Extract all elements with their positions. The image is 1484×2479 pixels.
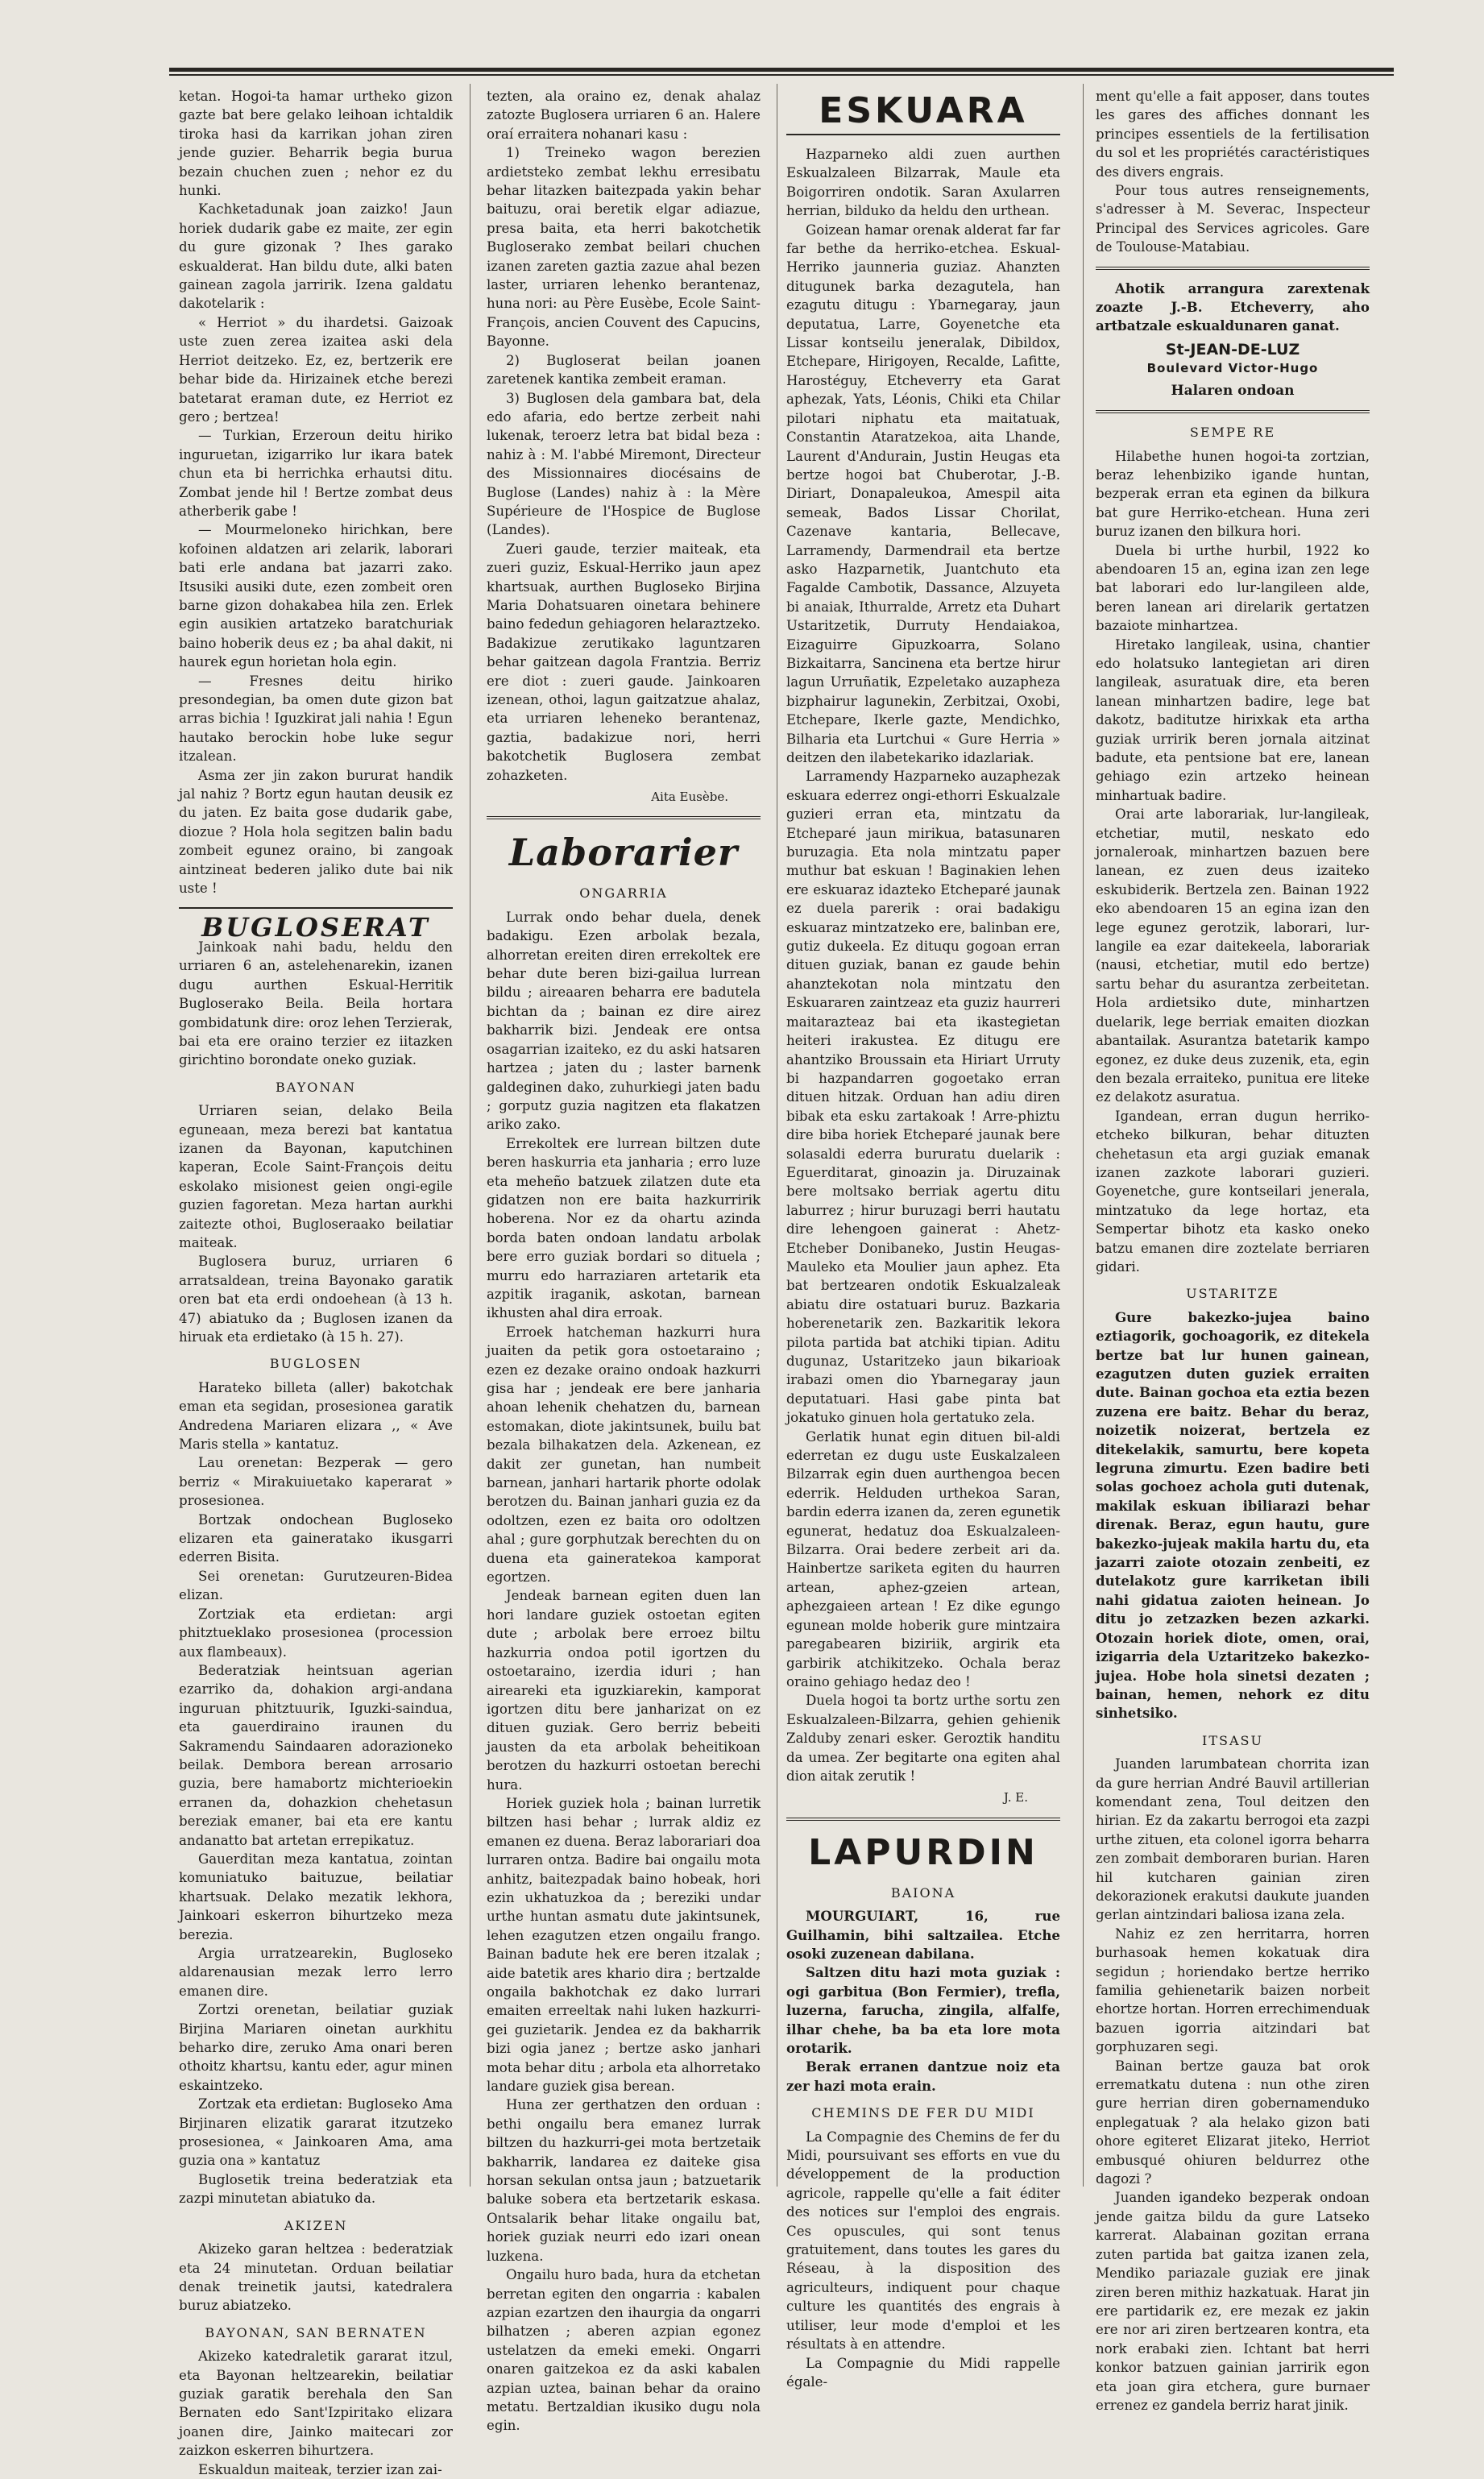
paragraph: Buglosetik treina bederatziak eta zazpi minutetan abiatuko da.	[179, 2171, 453, 2207]
paragraph: Asma zer jin zakon bururat handik jal nahiz ? Bortz egun hautan deusik ez du jaten. Ez baita gose dudarik gabe, diozue ? Hola hola segitzen balin badu zombeit egunez oraino, bi zangoak aintzineat bederen jaliko dute bai nik uste !	[179, 767, 453, 897]
paragraph: 1) Treineko wagon berezien ardietsteko zembat lekhu erresibatu behar litazken baitezpada yakin behar baituzu, orai beretik elgar adiazue, presa baita, eta herri bakotchetik Bugloserako zembat beilari chuchen izanen zareten gaztia zazue ahal bezen laster, urriaren lehenko berantenaz, huna nori: au Père Eusèbe, Ecole Saint-François, ancien Couvent des Capucins, Bayonne.	[487, 145, 761, 350]
paragraph: 3) Buglosen dela gambara bat, dela edo afaria, edo bertze zerbeit nahi lukenak, teroerz letra bat bidal beza : nahiz à : M. l'abbé Miremont, Directeur des Missionnaires diocésains de Buglose (Landes) nahiz à : la Mère Supérieure de l'Hospice de Buglose (Landes).	[487, 390, 761, 538]
subhead-ustaritze: USTARITZE	[1186, 1286, 1279, 1302]
paragraph: — Fresnes deitu hiriko presondegian, ba omen dute gizon bat arras bichia ! Iguzkirat jali nahia ! Egun hautako berockin hobe luke segur itzalean.	[179, 673, 453, 765]
subhead-akizen: AKIZEN	[284, 2217, 348, 2233]
paragraph: Duela bi urthe hurbil, 1922 ko abendoaren 15 an, egina izan zen lege bat laborari edo lur-langileen alde, beren lanean ari direlarik gertatzen bazaiote minhartzea.	[1096, 542, 1370, 634]
paragraph: Juanden igandeko bezperak ondoan jende gaitza bildu da gure Latseko karrerat. Alabainan gozitan errana zuten partida bat gaitza izanen zela, Mendiko pariazale guziak ere jinak ziren beren mithiz hazkatuak. Harat jin ere partidarik ez, ere mezak ez jakin ere nor ari ziren bertzearen kontra, eta nork erabaki zien. Ichtant bat herri konkor batzuen gainian jarririk egon eta joan gira etchera, gure burnaer errenez ez gandela berriz harat jinik.	[1096, 2190, 1370, 2413]
paragraph: Gerlatik hunat egin dituen bil-aldi ederretan ez dugu uste Euskalzaleen Bilzarrak egin duen aurthengoa becen ederrik. Helduden urthekoa Saran, bardin ederra izanen da, zeren egunetik egunerat, hedatuz doa Eskualzaleen-Bilzarra. Orai bedere zerbeit ari da. Hainbertze sariketa egiten du haurren artean, aphez-gzeien artean, aphezgaieen artean ! Ez dike egungo egunean molde hoberik gure mintzaira paregabearen biziriik, argirik eta garbirik atchikitzeko. Ochala beraz oraino gehiago hedaz deo !	[786, 1428, 1060, 1689]
paragraph: « Herriot » du ihardetsi. Gaizoak uste zuen zerea izaitea aski dela Herriot deitzeko. Ez, ez, bertzerik ere behar bide da. Hirizainek etche berezi batetarat eraman dute, ez Herriot ez gero ; bertzea!	[179, 314, 453, 425]
headline-lapurdin: LAPURDIN	[808, 1831, 1038, 1873]
subhead-buglosen: BUGLOSEN	[269, 1356, 363, 1372]
subhead-bayonan: BAYONAN	[276, 1079, 356, 1095]
paragraph: Gauerditan meza kantatua, zointan komuniatuko baituzue, beilatiar khartsuak. Delako mezatik lekhora, Jainkoari eskerron bihurtzeko meza berezia.	[179, 1851, 453, 1942]
paragraph: — Mourmeloneko hirichkan, bere kofoinen aldatzen ari zelarik, laborari bati erle andana bat jazarri zako. Itsusiki ausiki dute, ezen zombeit oren barne gizon dohakabea hila zen. Erlek egin ausikien artatzeko baratchuriak baino hoberik deus ez ; ba ahal dakit, ni haurek egun horietan hola egin.	[179, 522, 453, 670]
paragraph: Huna zer gerthatzen den orduan : bethi ongailu bera emanez lurrak biltzen du hazkurri-gei mota bertzetaik bakharrik, landarea ez daiteke gisa horsan sekulan ontsa jaun ; batzuetarik baluke sobera eta bertzetarik eskasa. Ontsalarik behar litake ongailu bat, horiek guziak neurri edo izari onean luzkena.	[487, 2097, 761, 2264]
advert-town: St-JEAN-DE-LUZ	[1165, 340, 1300, 359]
paragraph: Bortzak ondochean Bugloseko elizaren eta gaineratako ikusgarri ederren Bisita.	[179, 1511, 453, 1565]
paragraph: La Compagnie des Chemins de fer du Midi, poursuivant ses efforts en vue du développement de la production agricole, rappelle qu'elle a fait éditer des notices sur l'emploi des engrais. Ces opuscules, qui sont tenus gratuitement, dans toutes les gares du Réseau, à la disposition des agriculteurs, indiquent pour chaque culture les quantités des engrais à utiliser, leur mode d'emploi et les résultats à en attendre.	[786, 2129, 1060, 2353]
paragraph: Bainan bertze gauza bat orok errematkatu dutena : nun othe ziren gure herrian diren gobernamenduko enplegatuak ? ala helako gizon bati ohore egiteret Elizarat jiteko, Herriot embusqué ohiuren beldurrez othe dagozi ?	[1096, 2058, 1370, 2187]
paragraph: Akizeko garan heltzea : bederatziak eta 24 minutetan. Orduan beilatiar denak treinetik jautsi, katedralera buruz abiatzeko.	[179, 2241, 453, 2314]
paragraph: — Turkian, Erzeroun deitu hiriko inguruetan, izigarriko lur ikara batek chun eta bi herrichka erhautsi ditu. Zombat jende hil ! Bertze zombat deus atherberik gabe !	[179, 428, 453, 519]
paragraph: Bederatziak heintsuan agerian ezarriko da, dohakion argi-andana inguruan phitztuurik, Iguzki-saindua, eta gauerdiraino iraunen du Sakramendu Saindaaren adorazioneko beilak. Dembora berean arrosario guzia, bere hamabortz michterioekin erranen da, dohazkion chehetasun bereziak emaner, bai eta ere kantu andanatto bat artetan errepikatuz.	[179, 1662, 453, 1848]
paragraph: Buglosera buruz, urriaren 6 arratsaldean, treina Bayonako garatik oren bat eta erdi ondoehean (à 13 h. 47) abiatuko da ; Buglosen izanen da hiruak eta erdietako (à 15 h. 27).	[179, 1254, 453, 1345]
paragraph: Argia urratzearekin, Bugloseko aldarenausian mezak lerro lerro emanen dire.	[179, 1946, 453, 1999]
advert-street: Boulevard Victor-Hugo	[1146, 361, 1319, 376]
paragraph: Erroek hatcheman hazkurri hura juaiten da petik gora ostoetaraino ; ezen ez dezake oraino ondoak hazkurri gisa har ; jendeak ere bere janharia ahoan lehenik chehatzen du, barnean estomakan, diote jakintsunek, builu bat bezala bilhakatzen dela. Azkenean, ez dakit zer gunetan, han numbeit barnean, janhari hartarik phorte odolak berotzen du. Bainan janhari guzia ez da odoltzen, ezen ez baita oro odoltzen ahal ; gure gorphutzak berechten du on duena eta gaineratekoa kamporat egortzen.	[487, 1324, 761, 1586]
paragraph: Hazparneko aldi zuen aurthen Eskualzaleen Bilzarrak, Maule eta Boigorriren ondotik. Saran Axularren herrian, bilduko da heldu den urthean.	[786, 147, 1060, 219]
paragraph: Jendeak barnean egiten duen lan hori landare guziek ostoetan egiten dute ; arbolak bere erroez biltu hazkurria ondoa potil igortzen du ostoetaraino, izerdia iduri ; han aireareki eta iguzkiarekin, kamporat igortzen ditu bere janharizat on ez dituen guziak. Gero berriz bebeiti jausten da eta arbolak beheitikoan berotzen du hazkurri ostoetan berechi hura.	[487, 1588, 761, 1793]
section-rule	[487, 816, 761, 819]
paragraph: Duela hogoi ta bortz urthe sortu zen Eskualzaleen-Bilzarra, gehien gehienik Zalduby zenari esker. Geroztik handitu da umea. Zer begitarte ona egiten ahal dion aitak zerutik !	[786, 1693, 1060, 1784]
advert-location: Halaren ondoan	[1171, 382, 1295, 399]
paragraph: ketan. Hogoi-ta hamar urtheko gizon gazte bat bere gelako leihoan ichtaldik tiroka hasi da karrikan johan ziren jende guzier. Beharrik begia burua bezain chuchen zuen ; nehor ez du hunki.	[179, 89, 453, 199]
paragraph: Lurrak ondo behar duela, denek badakigu. Ezen arbolak bezala, alhorretan ereiten diren errekoltek ere behar dute beren bizi-gailua lurrean bildu ; aireaaren beharra ere badutela bichtan da ; bainan ez dire airez bakharrik bizi. Jendeak ere ontsa osagarrian izaiteko, ez du aski hatsaren hartzea ; jaten du ; laster barnenk galdeginen dako, zuhurkiegi jaten badu ; gorputz guzia nagitzen eta flakatzen ariko zako.	[487, 909, 761, 1133]
section-rule	[1096, 410, 1370, 413]
paragraph: Hiretako langileak, usina, chantier edo holatsuko lantegietan ari diren langileak, asuratuak dire, eta beren lanean minhartzen badire, lege bat dakotz, baditutze hirixkak eta artha guziak urririk beren jornala aitzinat badute, eta pentsione bat ere, lanean gehiago ezin artzeko heinean minhartuak badire.	[1096, 636, 1370, 803]
paragraph: La Compagnie du Midi rappelle égale-	[786, 2355, 1060, 2390]
paragraph: 2) Bugloserat beilan joanen zaretenek kantika zembeit eraman.	[487, 352, 761, 388]
paragraph: Larramendy Hazparneko auzaphezak eskuara ederrez ongi-ethorri Eskualzale guzieri erran eta, mintzatu da Etcheparé jaun mirikua, batasunaren buruzagia. Eta nola mintzatu paper muthur bat eskuan ! Baginakien lehen ere eskuaraz idazteko Etcheparé jaunak ez duela parerik : orai badakigu eskuaraz mintzatzeko ere, balinban ere, gutiz dukeela. Ez dituqu gogoan erran dituen guziak, banan ez gaude behin ahanztekotan nola mintzatu den Eskuararen zaintzeaz eta guziz haurreri maitarazteaz bai eta ikastegietan heiteri irakustea. Ez ditugu ere ahantziko Broussain eta Hiriart Urruty bi hazpandarren gogoetako erran dituen hitzak. Orduan han adiu diren bibak eta esku zartakoak ! Arre-phiztu dire biba horiek Etcheparé jaunak bere solasaldi ederra bururatu duelarik : Eguerditarat, ginoazin ja. Diruzainak bere moltsako berriak agertu ditu laburrez ; hirur buruzagi berri hautatu dire lehengoen gainerat : Ahetz-Etcheber Donibaneko, Justin Heugas-Mauleko eta Moulier jaun aphez. Eta bat bertzearen ondotik Eskualzaleak abiatu dire ostatuari buruz. Bazkaria hoberenetarik zen. Bazkaritik lekora pilota partida bat atchiki tipian. Aditu dugunaz, Ustaritzeko jaun bikarioak irabazi omen dio Ybarnegaray jaun deputatuari. Hasi gabe pinta bat jokatuko ginuen hola gertatuko zela.	[786, 769, 1060, 1426]
column-2	[487, 87, 761, 2434]
advert-paragraph: MOURGUIART, 16, rue Guilhamin, bihi saltzailea. Etche osoki zuzenean dabilana.	[786, 1908, 1060, 1962]
section-rule	[786, 1818, 1060, 1821]
advert-paragraph: Saltzen ditu hazi mota guziak : ogi garbitua (Bon Fermier), trefla, luzerna, farucha, zingila, alfalfe, ilhar chehe, ba ba eta lore mota orotarik.	[786, 1964, 1060, 2056]
paragraph: Gure bakezko-jujea baino eztiagorik, gochoagorik, ez ditekela bertze bat lur hunen gainean, ezagutzen duten guziek erraiten dute. Bainan gochoa eta eztia bezen zuzena ere baitz. Behar du beraz, noizetik noizerat, bertzela ez ditekelakik, samurtu, bere kopeta legruna zimurtu. Ezen badire beti solas gochoez achola guti dutenak, makilak eskuan ibiliarazi behar direnak. Beraz, egun hautu, gure bakezko-jujeak makila hartu du, eta jazarri zaiote otozain zenbeiti, ez dutelakotz gure karriketan ibili nahi gidatua zaioten heinean. Jo ditu jo zetzazken bezen azkarki. Otozain horiek diote, omen, orai, izigarria dela Uztaritzeko bakezko-jujea. Hobe hola sinetsi dezaten ; bainan, hemen, nehork ez ditu sinhetsiko.	[1096, 1308, 1370, 1722]
column-4	[1096, 87, 1370, 2413]
paragraph: ment qu'elle a fait apposer, dans toutes les gares des affiches donnant les principes essentiels de la fertilisation du sol et les propriétés caractéristiques des divers engrais.	[1096, 89, 1370, 180]
paragraph: Akizeko katedraletik gararat itzul, eta Bayonan heltzearekin, beilatiar guziak garatik berehala den San Bernaten edo Sant'Izpiritako elizara joanen dire, Jainko maitecari zor zaizkon eskerren bihurtzera.	[179, 2348, 453, 2459]
paragraph: Errekoltek ere lurrean biltzen dute beren haskurria eta janharia ; erro luze eta meheño batzuek zilatzen dute eta gidatzen non ere baita hazkurririk hoberena. Nor ez da ohartu azinda borda baten ondoan landatu arbolak bere erro guziak bordari so dituela ; murru edo harraziaren artetarik eta azpitik iraganik, askotan, barnean ikhusten ahal dira erroak.	[487, 1135, 761, 1321]
subhead-bayonan-san-bernaten: BAYONAN, SAN BERNATEN	[205, 2324, 427, 2340]
paragraph: Eskualdun maiteak, terzier izan zai-	[198, 2461, 442, 2477]
advert-paragraph: Berak erranen dantzue noiz eta zer hazi mota erain.	[786, 2058, 1060, 2094]
paragraph: Urriaren seian, delako Beila eguneaan, meza berezi bat kantatua izanen da Bayonan, kaputchinen kaperan, Ecole Saint-François deitu eskolako misionest geien ongi-egile guzien fagoretan. Meza hartan aurkhi zaitezte othoi, Bugloseraako beilatiar maiteak.	[179, 1103, 453, 1250]
paragraph: Hilabethe hunen hogoi-ta zortzian, beraz lehenbiziko igande huntan, bezperak erran eta eginen da bilkura bat gure Herriko-etchean. Huna zeri buruz izanen den bilkura hori.	[1096, 448, 1370, 540]
paragraph: Goizean hamar orenak alderat far far far bethe da herriko-etchea. Eskual-Herriko jaunneria guziaz. Ahanzten ditugunek barka dezagutela, han ezagutu ditugu : Ybarnegaray, jaun deputatua, Larre, Goyenetche eta Lissar kontseilu jeneralak, Dibildox, Etchepare, Hirigoyen, Recalde, Lafitte, Harostéguy, Etcheverry eta Garat aphezak, Yats, Léonis, Chiki eta Chilar pilotari niphatu eta maitatuak, Constantin Ataratzekoa, aita Lhande, Laurent d'Andurain, Justin Heugas eta bertze hogoi bat Chuberotar, J.-B. Diriart, Donapaleukoa, Amespil aita semeak, Bados Lissar Chorilat, Cazenave kantaria, Bellecave, Larramendy, Darmendrail eta bertze asko Hazparnetik, Juantchuto eta Fagalde Cambotik, Dassance, Alzuyeta bi anaiak, Ithurralde, Arretz eta Duhart Ustaritzetik, Durruty Hendaiakoa, Eizaguirre Gipuzkoarra, Solano Bizkaitarra, Sancinena eta bertze hirur lagun Urruñatik, Ezpeletako auzapheza bizphairur lagunekin, Zerbitzai, Oxobi, Etchepare, Ikerle gazte, Mendichko, Bilharia eta Lurtchui « Gure Herria » deitzen den ilabetekariko idazlariak.	[786, 222, 1060, 765]
paragraph: Jainkoak nahi badu, heldu den urriaren 6 an, astelehenarekin, izanen dugu aurthen Eskual-Herritik Bugloserako Beila. Beila hortara gombidatunk dire: oroz lehen Terzierak, bai eta ere oraino terzier ez iitazken girichtino borondate oneko guziak.	[179, 939, 453, 1068]
paragraph: Lau orenetan: Bezperak — gero berriz « Mirakuiuetako kaperarat » prosesionea.	[179, 1455, 453, 1509]
paragraph: Zortzak eta erdietan: Bugloseko Ama Birjinaren elizatik gararat itzutzeko prosesionea, « Jainkoaren Ama, ama guzia ona » kantatuz	[179, 2096, 453, 2169]
signature: Aita Eusèbe.	[651, 790, 728, 805]
section-rule	[179, 907, 453, 909]
advert-text: Ahotik arrangura zarextenak zoazte J.-B. Etcheverry, aho artbatzale eskualdunaren ganat.	[1096, 280, 1370, 334]
paragraph: Juanden larumbatean chorrita izan da gure herrian André Bauvil artillerian komendant zena, Toul deitzen den hirian. Ez da zakartu berrogoi eta zazpi urthe zituen, eta colonel igorra beharra zen zombait demboraren burian. Haren hil kutcharen gainian ziren dekorazionek erakutsi daukute juanden gerlan aintzindari baliosa izana zela.	[1096, 1756, 1370, 1923]
paragraph: Zueri gaude, terzier maiteak, eta zueri guziz, Eskual-Herriko jaun apez khartsuak, aurthen Bugloseko Birjina Maria Dohatsuaren oinetara behinere baino fededun gehiagoren helaraztzeko. Badakizue zerutikako laguntzaren behar gaitzean dagola Frantzia. Berriz ere diot : zueri gaude. Jainkoaren izenean, othoi, lagun gaitzatzue ahalaz, eta urriaren leheneko berantenaz, gaztia, badakizue nori, herri bakotchetik Buglosera zembat zohazketen.	[487, 541, 761, 783]
subhead-baiona: BAIONA	[890, 1884, 956, 1901]
column-3	[786, 87, 1060, 2390]
section-rule	[786, 134, 1060, 135]
paragraph: Zortzi orenetan, beilatiar guziak Birjina Mariaren oinetan aurkhitu beharko dire, zeruko Ama onari beren othoitz khartsu, kantu eder, agur minen eskaintzeko.	[179, 2002, 453, 2093]
subhead-sempere: SEMPE RE	[1189, 425, 1276, 441]
paragraph: Nahiz ez zen herritarra, horren burhasoak hemen kokatuak dira segidun ; horiendako bertze herriko familia gehienetarik baizen norbeit ehortze hortan. Horren errechimenduak bazuen igorria aitzindari bat gorphuzaren segi.	[1096, 1926, 1370, 2055]
subhead-ongarria: ONGARRIA	[579, 885, 668, 902]
signature: J. E.	[1003, 1790, 1028, 1805]
paragraph: Pour tous autres renseignements, s'adresser à M. Severac, Inspecteur Principal des Services agricoles. Gare de Toulouse-Matabiau.	[1096, 183, 1370, 255]
paragraph: Zortziak eta erdietan: argi phitztueklako prosesionea (procession aux flambeaux).	[179, 1606, 453, 1660]
paragraph: Kachketadunak joan zaizko! Jaun horiek dudarik gabe ez maite, zer egin du gure gizonak ? Ihes garako eskualderat. Han bildu dute, alki baten gainean zagola jarririk. Izena galdatu dakotelarik :	[179, 201, 453, 312]
paragraph: Igandean, erran dugun herriko-etcheko bilkuran, behar dituzten chehetasun eta argi guziak emanak izanen zazkote laborari guzieri. Goyenetche, gure kontseilari jenerala, mintzatuko da lege hortaz, eta Sempertar bihotz eta kasko oneko batzu emanen dire zoztelate berriaren gidari.	[1096, 1108, 1370, 1275]
paragraph: Ongailu huro bada, hura da etchetan berretan egiten den ongarria : kabalen azpian ezartzen den ihaurgia da ongarri bilhatzen ; aberen azpian egonez ustelatzen da emeki emeki. Ongarri onaren gaitzekoa ez da aski kabalen azpian uztea, bainan behar da oraino metatu. Bertzaldian ikusiko dugu nola egin.	[487, 2267, 761, 2434]
paragraph: Orai arte laborariak, lur-langileak, etchetiar, mutil, neskato edo jornaleroak, minhartzen bazuen bere lanean, ez zuen deus izaiteko eskubiderik. Bertzela zen. Bainan 1922 eko abendoaren 15 an egina izan den lege egunez gerotzik, laborari, lur-langile ea ezar daitekeela, laborariak (nausi, etchetiar, mutil edo bertze) sartu behar du asurantza zerbeitetan. Hola ardietsiko dute, minhartzen duelarik, lege berriak emaiten diozkan abantailak. Asurantza batetarik kampo egonez, ez duke deus zuzenik, eta, egin den bezala erraiteko, punitua ere liteke ez delakotz asuratua.	[1096, 806, 1370, 1105]
paragraph: Sei orenetan: Gurutzeuren-Bidea elizan.	[179, 1568, 453, 1603]
headline-laborarier: Laborarier	[508, 831, 739, 875]
column-divider	[1083, 84, 1084, 2187]
top-rule	[169, 68, 1394, 76]
section-rule	[1096, 267, 1370, 270]
paragraph: Horiek guziek hola ; bainan lurretik biltzen hasi behar ; lurrak aldiz ez emanen ez duena. Beraz laborariari doa lurraren ontza. Badire bai ongailu mota anhitz, baitezpadak baino hobeak, hori ezin ukhatuzkoa da ; bereziki undar urthe huntan asmatu dute jakintsunek, lehen ezagutzen etzen ongailu frango. Bainan badute hek ere beren itzalak ; aide batetik ares khario dira ; bertzalde ongaila bakhotchak ez dako lurrari emaiten erreeltak nahi luken hazkurri-gei guzietarik. Jendea ez da bakharrik bizi ogia janez ; bertze asko janhari mota behar ditu ; arbola eta alhorretako landare guziek gisa berean.	[487, 1795, 761, 2095]
paragraph: Harateko billeta (aller) bakotchak eman eta segidan, prosesionea garatik Andredena Mariaren elizara ,, « Ave Maris stella » kantatuz.	[179, 1379, 453, 1453]
headline-eskuara: ESKUARA	[819, 90, 1028, 131]
subhead-itsasu: ITSASU	[1202, 1732, 1263, 1748]
subhead-chemins: CHEMINS DE FER DU MIDI	[811, 2105, 1035, 2121]
headline-bugloserat: BUGLOSERAT	[201, 912, 430, 943]
column-1	[179, 87, 453, 2477]
paragraph: tezten, ala oraino ez, denak ahalaz zatozte Buglosera urriaren 6 an. Halere oraí erraitera nohanari kasu :	[487, 89, 761, 142]
col1-intro	[179, 87, 453, 897]
